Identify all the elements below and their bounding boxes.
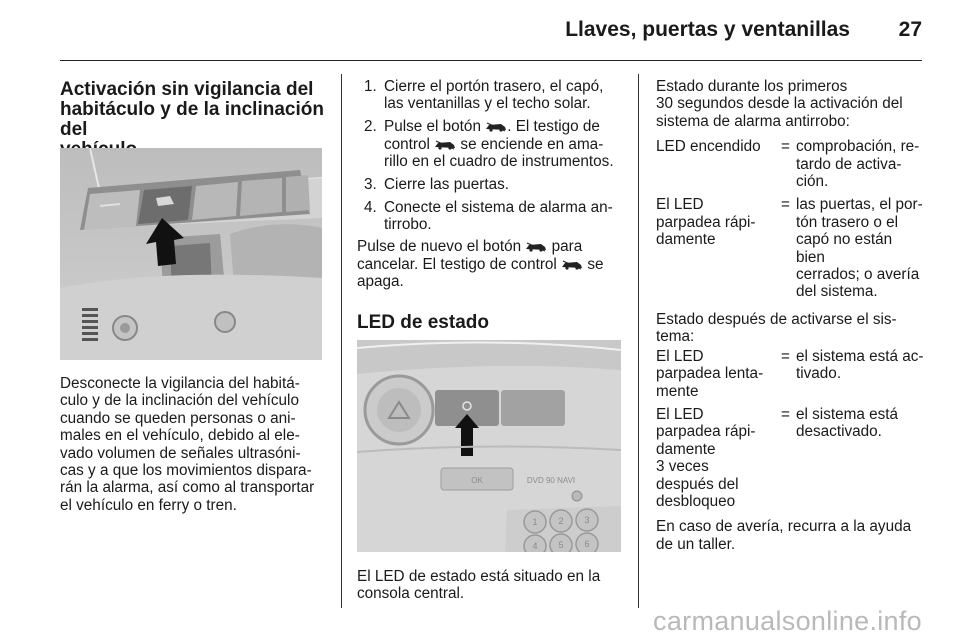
text-line: El LED [656,347,704,365]
page-header-title: Llaves, puertas y ventanillas [565,18,850,41]
dvd-label: DVD 90 NAVI [526,476,576,485]
text-line: del sistema. [796,283,878,301]
status-row [656,406,924,510]
car-tilt-sensor-icon [525,241,547,252]
text-line: LED encendido [656,138,761,156]
text-line [384,136,627,153]
text-line: desbloqueo [656,492,736,510]
text-line: rillo en el cuadro de instrumentos. [384,153,614,171]
text-line [384,118,627,135]
text-line: parpadea lenta- [656,365,764,383]
text-line: cuando se queden personas o ani- [60,409,296,427]
text-line: El LED [656,405,704,423]
text-fragment: . El testigo de [507,118,600,136]
step-number: 4. [364,198,377,216]
column-2-steps [357,78,627,290]
text-line: rán la alarma, así como al transportar [60,479,315,497]
text-line [357,238,627,255]
status-row [656,196,924,300]
text-line: tón trasero o el [796,213,899,231]
status-description [796,138,924,190]
figure-roof-console-button [60,148,322,360]
status-term [656,138,781,190]
text-line: ción. [796,173,829,191]
status-table-1 [656,138,924,301]
text-line: 30 segundos desde la activación del [656,95,903,113]
text-line: desactivado. [796,423,882,441]
text-line: las ventanillas y el techo solar. [384,95,591,113]
text-line: culo y de la inclinación del vehículo [60,392,299,410]
preset-key-5: 5 [558,540,564,550]
text-line: tardo de activa- [796,155,902,173]
text-line: consola central. [357,585,465,603]
status-description [796,348,924,400]
car-tilt-sensor-icon [561,259,583,270]
section-heading-led-estado: LED de estado [357,312,489,333]
heading-line: Activación sin vigilancia del [60,79,314,100]
text-line: Estado durante los primeros [656,78,848,95]
step-number: 3. [364,176,377,194]
status-row [656,138,924,190]
text-line: males en el vehículo, debido al ele- [60,427,300,445]
text-line: Cierre las puertas. [384,176,509,194]
figure-caption [357,568,627,603]
status-term [656,348,781,400]
text-line: de un taller. [656,535,736,553]
text-line: 3 veces [656,458,709,476]
text-line: capó no están bien [796,231,893,266]
text-fragment: control [384,135,435,153]
watermark: carmanualsonline.info [653,606,922,636]
text-line: Estado después de activarse el sis- [656,310,897,328]
column-divider-2 [638,74,639,608]
text-line: las puertas, el por- [796,196,923,214]
text-line: En caso de avería, recurra a la ayuda [656,518,912,536]
text-line: tivado. [796,365,842,383]
paragraph-averia [656,518,924,553]
header-rule [60,60,922,61]
text-fragment: Pulse de nuevo el botón [357,238,526,256]
intro-after-activation [656,311,924,346]
text-line: el vehículo en ferry o tren. [60,496,237,514]
text-fragment: se [583,255,604,273]
text-line: damente [656,231,716,249]
heading-line: habitáculo y de la inclinación del [60,99,324,140]
page-number: 27 [898,18,922,41]
text-line: mente [656,382,699,400]
text-line [357,256,627,273]
text-line: El LED de estado está situado en la [357,568,601,585]
preset-key-1: 1 [532,517,538,527]
status-term [656,196,781,300]
text-fragment: cancelar. El testigo de control [357,255,562,273]
column-divider-1 [341,74,342,608]
paragraph-desconecte [60,375,330,514]
text-line: cerrados; o avería [796,266,920,284]
ok-button-label: OK [471,476,483,485]
text-fragment: se enciende en ama- [456,135,604,153]
column-3 [656,78,924,553]
text-line: parpadea rápi- [656,213,756,231]
status-term [656,406,781,510]
text-line: apaga. [357,273,404,291]
text-line: damente [656,440,716,458]
step-item [357,199,627,234]
text-line: Desconecte la vigilancia del habitá- [60,375,300,392]
preset-key-6: 6 [584,539,590,549]
step-item [357,78,627,113]
equals-sign: = [781,138,790,156]
equals-sign: = [781,196,790,214]
figure-center-console [357,340,621,552]
car-tilt-sensor-icon [485,121,507,132]
step-number: 2. [364,118,377,136]
preset-key-2: 2 [558,516,564,526]
paragraph-cancel [357,238,627,290]
text-line: comprobación, re- [796,138,920,156]
status-row [656,348,924,400]
preset-key-4: 4 [532,541,538,551]
text-line: sistema de alarma antirrobo: [656,112,850,130]
text-line: tirrobo. [384,216,432,234]
step-item [357,118,627,170]
text-line: Cierre el portón trasero, el capó, [384,78,604,95]
text-line: Conecte el sistema de alarma an- [384,198,613,216]
intro-first-30s [656,78,924,130]
step-item [357,176,627,193]
preset-key-3: 3 [584,515,590,525]
equals-sign: = [781,405,790,423]
status-description [796,196,924,300]
center-console-illustration [357,340,621,552]
text-line: cas y a que los movimientos dispara- [60,462,312,480]
steps-list [357,78,627,234]
text-fragment: Pulse el botón [384,118,486,136]
car-tilt-sensor-icon [434,139,456,150]
text-line: el sistema está ac- [796,347,924,365]
roof-console-illustration [60,148,322,360]
text-line: parpadea rápi- [656,423,756,441]
equals-sign: = [781,347,790,365]
text-line: El LED [656,196,704,214]
status-table-2 [656,348,924,511]
text-line: el sistema está [796,405,899,423]
step-number: 1. [364,78,377,95]
text-line: después del [656,475,739,493]
text-line: tema: [656,328,695,346]
status-description [796,406,924,510]
text-fragment: para [547,238,583,256]
text-line: vado volumen de señales ultrasóni- [60,444,301,462]
